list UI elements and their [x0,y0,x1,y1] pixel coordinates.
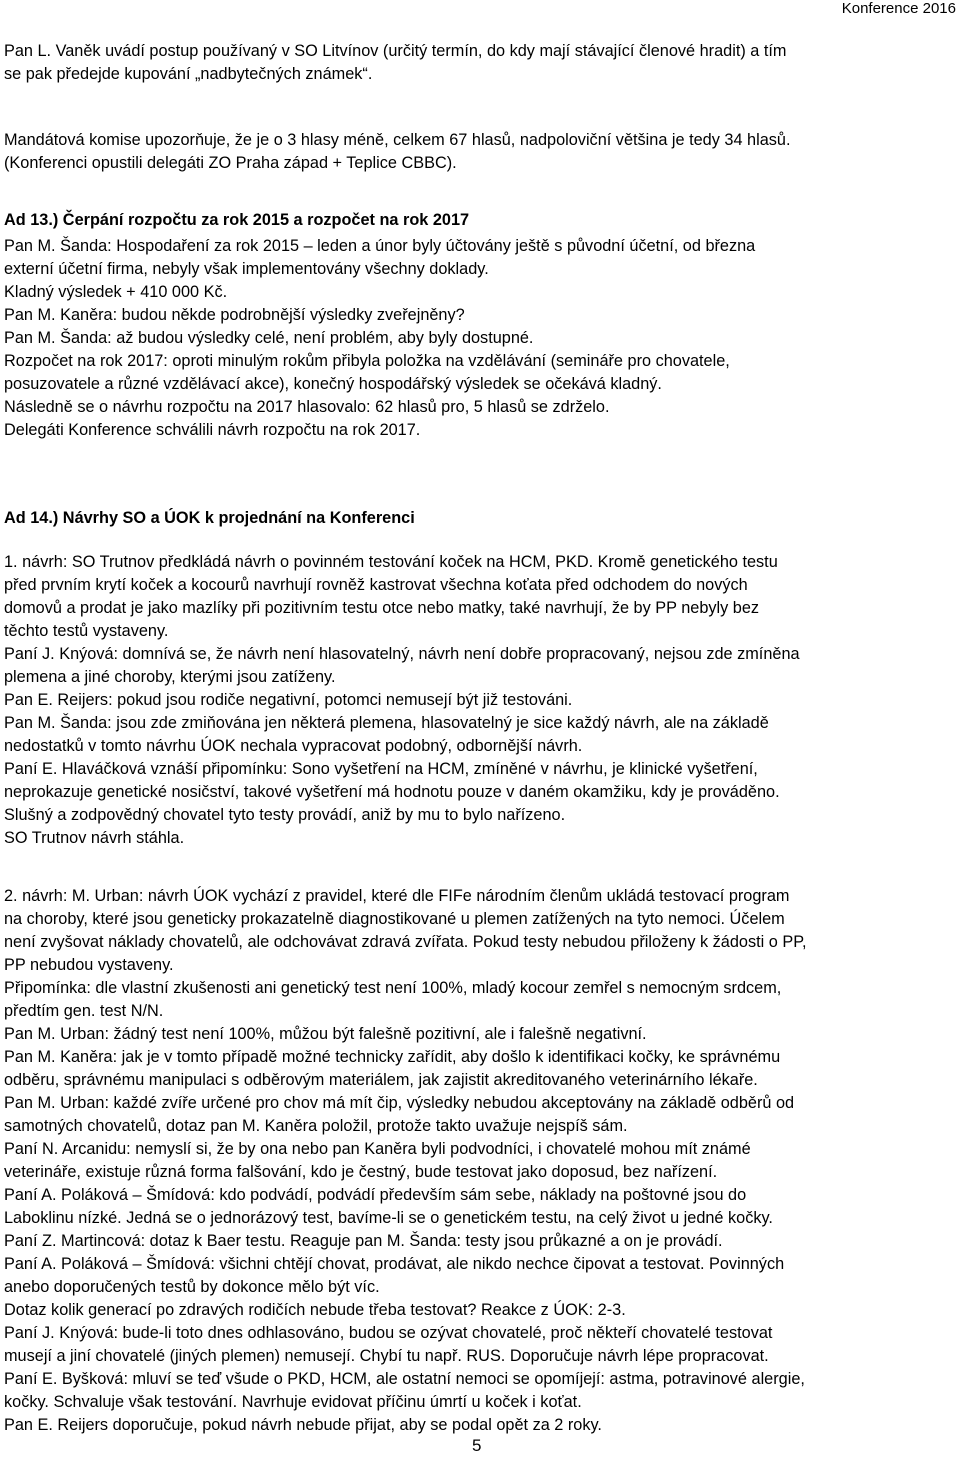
text-line: nedostatků v tomto návrhu ÚOK nechala vypracovat podobný, odbornější návrh. [4,737,583,755]
text-line: Mandátová komise upozorňuje, že je o 3 hlasy méně, celkem 67 hlasů, nadpoloviční většina je tedy 34 hlasů. [4,131,791,149]
text-line: Připomínka: dle vlastní zkušenosti ani genetický test není 100%, mladý kocour zemřel s nemocným srdcem, [4,979,782,997]
text-line: Pan L. Vaněk uvádí postup používaný v SO Litvínov (určitý termín, do kdy mají stávající členové hradit) a tím [4,42,787,60]
header-conference-label: Konference 2016 [841,0,956,17]
text-line: Rozpočet na rok 2017: oproti minulým rokům přibyla položka na vzdělávání (semináře pro chovatele, [4,352,730,370]
text-line: Paní E. Hlaváčková vznáší připomínku: Sono vyšetření na HCM, zmíněné v návrhu, je klinické vyšetření, [4,760,758,778]
text-line: Paní E. Byšková: mluví se teď všude o PKD, HCM, ale ostatní nemoci se opomíjejí: astma, potravinové alergie, [4,1370,805,1388]
text-line: Dotaz kolik generací po zdravých rodičích nebude třeba testovat? Reakce z ÚOK: 2-3. [4,1301,626,1319]
text-line: Pan E. Reijers: pokud jsou rodiče negativní, potomci nemusejí být již testováni. [4,691,573,709]
text-line: samotných chovatelů, dotaz pan M. Kaněra položil, protože takto uvažuje nejspíš sám. [4,1117,628,1135]
text-line: Pan M. Šanda: až budou výsledky celé, není problém, aby byly dostupné. [4,329,534,347]
text-line: těchto testů vystaveny. [4,622,169,640]
text-line: Kladný výsledek + 410 000 Kč. [4,283,228,301]
text-line: odběru, správnému manipulaci s odběrovým materiálem, jak zajistit akreditovaného veterinárního lékaře. [4,1071,758,1089]
text-line: se pak předejde kupování „nadbytečných známek“. [4,65,373,83]
section-heading: Ad 14.) Návrhy SO a ÚOK k projednání na Konferenci [4,509,415,527]
text-line: Paní A. Poláková – Šmídová: všichni chtějí chovat, prodávat, ale nikdo nechce čipovat a testovat. Povinných [4,1255,785,1273]
text-line: externí účetní firma, nebyly však implementovány všechny doklady. [4,260,489,278]
text-line: Paní J. Knýová: domnívá se, že návrh není hlasovatelný, návrh není dobře propracovaný, nejsou zde zmíněna [4,645,800,663]
text-line: předtím gen. test N/N. [4,1002,164,1020]
text-line: (Konferenci opustili delegáti ZO Praha západ + Teplice CBBC). [4,154,457,172]
text-line: Slušný a zodpovědný chovatel tyto testy provádí, aniž by mu to bylo nařízeno. [4,806,566,824]
text-line: Paní Z. Martincová: dotaz k Baer testu. Reaguje pan M. Šanda: testy jsou průkazné a on je provádí. [4,1232,723,1250]
text-line: posuzovatele a různé vzdělávací akce), konečný hospodářský výsledek se očekává kladný. [4,375,662,393]
text-line: Delegáti Konference schválili návrh rozpočtu na rok 2017. [4,421,421,439]
text-line: plemena a jiné choroby, kterými jsou zatíženy. [4,668,336,686]
text-line: PP nebudou vystaveny. [4,956,174,974]
text-line: Pan M. Šanda: Hospodaření za rok 2015 – leden a únor byly účtovány ještě s původní účetní, od března [4,237,756,255]
text-line: není zvyšovat náklady chovatelů, ale odchovávat zdravá zvířata. Pokud testy nebudou přiloženy k žádosti o PP, [4,933,807,951]
text-line: SO Trutnov návrh stáhla. [4,829,185,847]
text-line: Následně se o návrhu rozpočtu na 2017 hlasovalo: 62 hlasů pro, 5 hlasů se zdrželo. [4,398,610,416]
text-line: Pan M. Urban: žádný test není 100%, můžou být falešně pozitivní, ale i falešně negativní. [4,1025,647,1043]
text-line: na choroby, které jsou geneticky prokazatelně diagnostikované u plemen zatížených na tyto nemoci. Účelem [4,910,785,928]
text-line: neprokazuje genetické nosičství, takové vyšetření má hodnotu pouze v daném okamžiku, kdy je prováděno. [4,783,780,801]
text-line: 2. návrh: M. Urban: návrh ÚOK vychází z pravidel, které dle FIFe národním členům ukládá testovací program [4,887,790,905]
text-line: Pan M. Šanda: jsou zde zmiňována jen některá plemena, hlasovatelný je sice každý návrh, ale na základě [4,714,769,732]
text-line: 1. návrh: SO Trutnov předkládá návrh o povinném testování koček na HCM, PKD. Kromě genetického testu [4,553,778,571]
text-line: veterináře, existuje různá forma falšování, kdo je čestný, bude testovat jako doposud, bez nařízení. [4,1163,718,1181]
text-line: Laboklinu nízké. Jedná se o jednorázový test, bavíme-li se o genetickém testu, na celý život u jedné kočky. [4,1209,773,1227]
text-line: kočky. Schvaluje však testování. Navrhuje evidovat příčinu úmrtí u koček i koťat. [4,1393,582,1411]
text-line: Pan E. Reijers doporučuje, pokud návrh nebude přijat, aby se podal opět za 2 roky. [4,1416,602,1434]
text-line: Paní J. Knýová: bude-li toto dnes odhlasováno, budou se ozývat chovatelé, proč někteří chovatelé testovat [4,1324,773,1342]
text-line: před prvním krytí koček a kocourů navrhují rovněž kastrovat všechna koťata před odchodem do nových [4,576,748,594]
text-line: Paní A. Poláková – Šmídová: kdo podvádí, podvádí především sám sebe, náklady na poštovné jsou do [4,1186,747,1204]
section-heading: Ad 13.) Čerpání rozpočtu za rok 2015 a rozpočet na rok 2017 [4,211,470,229]
text-line: anebo doporučených testů by dokonce mělo být víc. [4,1278,380,1296]
text-line: domovů a prodat je jako mazlíky při pozitivním testu otce nebo matky, také navrhují, že by PP nebyly bez [4,599,760,617]
text-line: musejí a jiní chovatelé (jiných plemen) nemusejí. Chybí tu např. RUS. Doporučuje návrh lépe propracovat. [4,1347,769,1365]
text-line: Paní N. Arcanidu: nemyslí si, že by ona nebo pan Kaněra byli podvodníci, i chovatelé mohou mít známé [4,1140,751,1158]
text-line: Pan M. Kaněra: budou někde podrobnější výsledky zveřejněny? [4,306,465,324]
page-number: 5 [472,1436,482,1455]
text-line: Pan M. Kaněra: jak je v tomto případě možné technicky zařídit, aby došlo k identifikaci kočky, ke správnému [4,1048,781,1066]
text-line: Pan M. Urban: každé zvíře určené pro chov má mít čip, výsledky nebudou akceptovány na základě odběrů od [4,1094,795,1112]
